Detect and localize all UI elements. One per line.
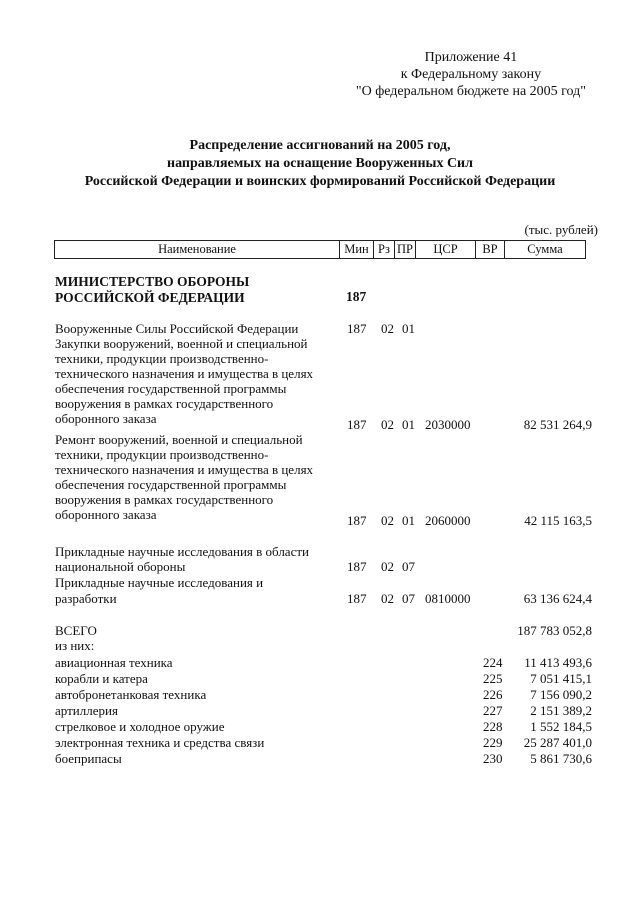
breakdown-vr: 225	[483, 671, 503, 686]
breakdown-label: корабли и катера	[55, 671, 148, 686]
header-name: Наименование	[55, 241, 340, 259]
breakdown-sum: 11 413 493,6	[524, 655, 592, 670]
title-line-2: направляемых на оснащение Вооруженных Сил	[167, 156, 473, 171]
header-pr: ПР	[395, 241, 416, 259]
row-4-min: 187	[347, 591, 367, 606]
row-2-name-line-4: обеспечения государственной программы	[55, 477, 287, 492]
row-1-name-line-3: технического назначения и имущества в целях	[55, 366, 314, 381]
row-1-min: 187	[347, 417, 367, 432]
breakdown-label: артиллерия	[55, 703, 118, 718]
row-2-name-line-6: оборонного заказа	[55, 507, 157, 522]
breakdown-vr: 227	[483, 703, 503, 718]
row-2-name-line-3: технического назначения и имущества в целях	[55, 462, 314, 477]
row-2-name-line-2: техники, продукции производственно-	[55, 447, 269, 462]
table-header	[54, 240, 586, 259]
ministry-min: 187	[346, 289, 367, 304]
row-0-rz: 02	[381, 321, 394, 336]
breakdown-label: авиационная техника	[55, 655, 173, 670]
units-label: (тыс. рублей)	[524, 222, 598, 237]
header-sum: Сумма	[505, 241, 586, 259]
appendix-line-3: "О федеральном бюджете на 2005 год"	[355, 84, 586, 99]
row-4-name-line-2: разработки	[55, 591, 117, 606]
breakdown-sum: 1 552 184,5	[530, 719, 592, 734]
breakdown-vr: 224	[483, 655, 503, 670]
row-2-min: 187	[347, 513, 367, 528]
row-2-pr: 01	[402, 513, 415, 528]
header-vr: ВР	[476, 241, 505, 259]
row-3-name-line-1: Прикладные научные исследования в области	[55, 544, 309, 559]
breakdown-vr: 230	[483, 751, 503, 766]
breakdown-sum: 7 051 415,1	[530, 671, 592, 686]
breakdown-label: автобронетанковая техника	[55, 687, 207, 702]
row-3-min: 187	[347, 559, 367, 574]
header-rz: Рз	[374, 241, 395, 259]
row-1-pr: 01	[402, 417, 415, 432]
row-4-rz: 02	[381, 591, 394, 606]
row-3-pr: 07	[402, 559, 415, 574]
total-label: ВСЕГО	[55, 623, 97, 638]
breakdown-label: боеприпасы	[55, 751, 122, 766]
breakdown-vr: 228	[483, 719, 503, 734]
row-2-sum: 42 115 163,5	[524, 513, 592, 528]
breakdown-sum: 25 287 401,0	[523, 735, 592, 750]
header-min: Мин	[340, 241, 374, 259]
appendix-line-2: к Федеральному закону	[400, 67, 542, 82]
row-1-name-line-4: обеспечения государственной программы	[55, 381, 287, 396]
row-0-name: Вооруженные Силы Российской Федерации	[55, 321, 299, 336]
breakdown-sum: 7 156 090,2	[530, 687, 592, 702]
row-1-sum: 82 531 264,9	[523, 417, 592, 432]
row-0-min: 187	[347, 321, 367, 336]
row-2-name-line-5: вооружения в рамках государственного	[55, 492, 274, 507]
row-1-rz: 02	[381, 417, 394, 432]
row-2-name-line-1: Ремонт вооружений, военной и специальной	[55, 432, 303, 447]
ministry-line-2: РОССИЙСКОЙ ФЕДЕРАЦИИ	[55, 290, 245, 305]
breakdown-label: электронная техника и средства связи	[55, 735, 265, 750]
breakdown-vr: 226	[483, 687, 503, 702]
header-csr: ЦСР	[416, 241, 476, 259]
row-0-pr: 01	[402, 321, 415, 336]
title-line-3: Российской Федерации и воинских формирований Российской Федерации	[84, 174, 556, 189]
breakdown-label: стрелковое и холодное оружие	[55, 719, 225, 734]
total-sum: 187 783 052,8	[517, 623, 592, 638]
row-1-name-line-1: Закупки вооружений, военной и специальной	[55, 336, 308, 351]
breakdown-sum: 2 151 389,2	[530, 703, 592, 718]
breakdown-vr: 229	[483, 735, 503, 750]
row-2-csr: 2060000	[425, 513, 471, 528]
of-which-label: из них:	[55, 638, 95, 653]
row-1-csr: 2030000	[425, 417, 471, 432]
row-1-name-line-5: вооружения в рамках государственного	[55, 396, 274, 411]
row-1-name-line-6: оборонного заказа	[55, 411, 157, 426]
appendix-line-1: Приложение 41	[424, 50, 518, 65]
row-4-pr: 07	[402, 591, 415, 606]
row-1-name-line-2: техники, продукции производственно-	[55, 351, 269, 366]
ministry-line-1: МИНИСТЕРСТВО ОБОРОНЫ	[55, 274, 250, 289]
appendix-reference	[356, 49, 586, 100]
title-line-1: Распределение ассигнований на 2005 год,	[189, 138, 451, 153]
row-4-sum: 63 136 624,4	[523, 591, 592, 606]
row-4-csr: 0810000	[425, 591, 471, 606]
row-2-rz: 02	[381, 513, 394, 528]
row-3-rz: 02	[381, 559, 394, 574]
breakdown-sum: 5 861 730,6	[530, 751, 592, 766]
document-title	[40, 137, 600, 191]
row-4-name-line-1: Прикладные научные исследования и	[55, 575, 264, 590]
row-3-name-line-2: национальной обороны	[55, 559, 186, 574]
